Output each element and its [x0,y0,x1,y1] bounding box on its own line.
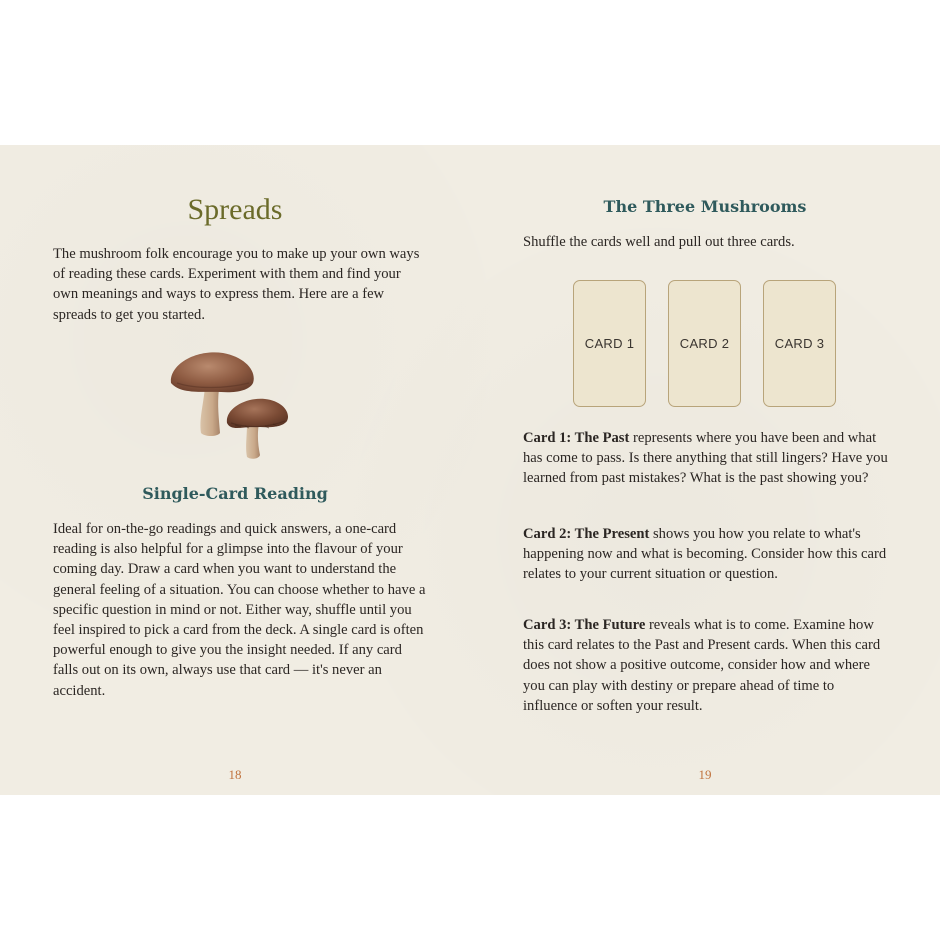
page-number-left: 18 [228,767,242,782]
page-number-right: 19 [698,767,712,782]
card-layout [573,280,843,407]
single-card-paragraph: Ideal for on-the-go readings and quick answers, a one-card reading is also helpful for a glimpse into the flavour of your coming day. Draw a card when you want to understand the general feeling of a situation. You can choose whether to have a specific question in mind or not. Either way, shuffle until you feel inspired to pick a card from the deck. A single card is often powerful enough to give you the insight needed. If any card falls out on its own, always use that card — it's never an accident. [53,521,426,699]
card-placeholder-3: CARD 3 [763,280,836,407]
card-text-past: represents where you have been and what has come to pass. Is there anything that still lingers? Have you learned from past mistakes? What is the past showing you? [523,430,888,487]
card-description-future [523,615,888,716]
card-text-present: shows you how you relate to what's happening now and what is becoming. Consider how this card relates to your current situation or question. [523,526,887,583]
book-spread [0,145,940,795]
right-page [470,145,940,795]
shuffle-instruction: Shuffle the cards well and pull out three cards. [523,234,795,250]
left-page [0,145,470,795]
card-description-present [523,524,888,585]
section-title-single-card: Single-Card Reading [142,484,328,503]
intro-paragraph: The mushroom folk encourage you to make up your own ways of reading these cards. Experiment with them and find your own meanings and ways to express them. Here are a few spreads to get you started. [53,246,420,323]
card-text-future: reveals what is to come. Examine how this card relates to the Past and Present cards. When this card does not show a positive outcome, consider how and where you can play with destiny or prepare ahead of time to influence or soften your result. [523,617,881,714]
card-description-past [523,428,888,489]
page-title: Spreads [187,193,283,226]
card-label-past: Card 1: The Past [523,430,630,446]
card-placeholder-1: CARD 1 [573,280,646,407]
card-label-present: Card 2: The Present [523,526,650,542]
mushrooms-illustration-icon [165,347,295,469]
card-placeholder-2: CARD 2 [668,280,741,407]
card-label-future: Card 3: The Future [523,617,646,633]
section-title-three-mushrooms: The Three Mushrooms [603,197,807,216]
